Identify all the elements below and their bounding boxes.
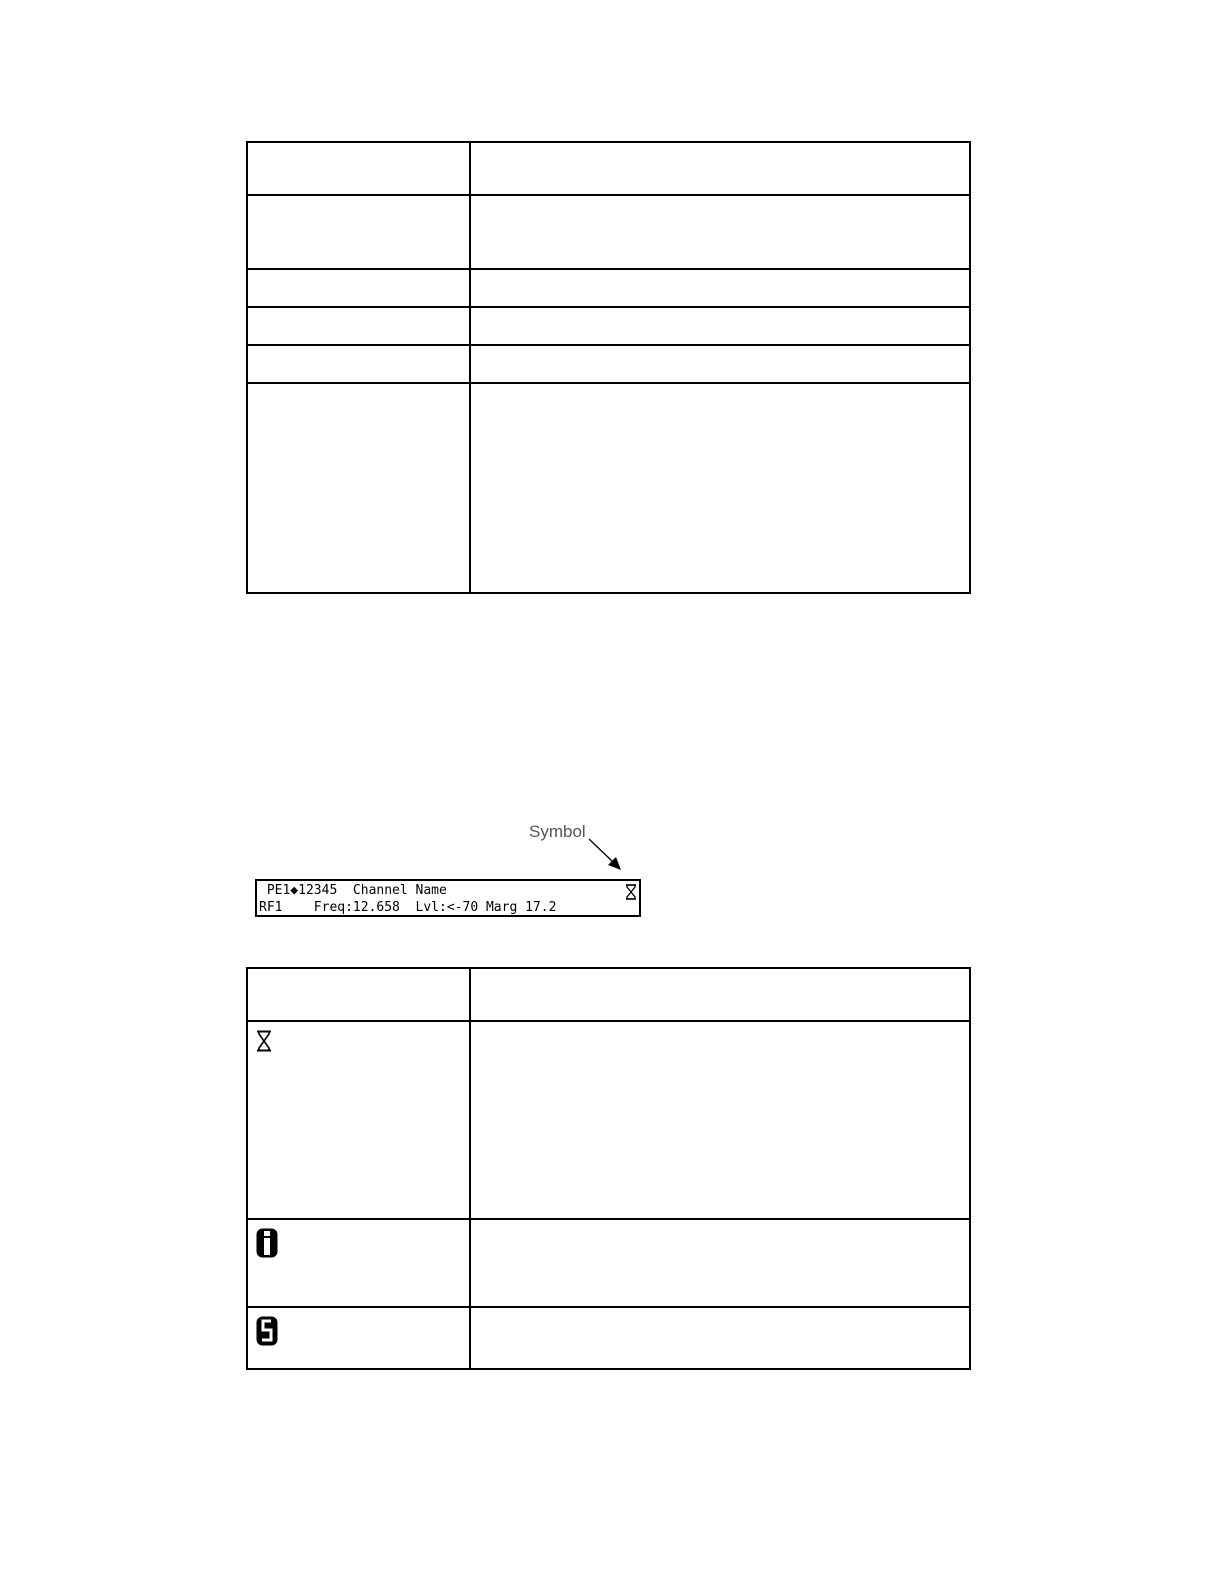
top-table-cell	[247, 345, 470, 383]
top-table-cell	[470, 195, 970, 269]
top-table-cell	[247, 307, 470, 345]
symbol-table-row	[247, 1307, 970, 1369]
top-table-row	[247, 307, 970, 345]
s-icon	[256, 1316, 278, 1346]
info-i-icon	[256, 1228, 278, 1258]
hourglass-icon	[256, 1030, 272, 1052]
top-table-cell	[247, 269, 470, 307]
symbol-table-cell	[470, 968, 970, 1021]
top-table-cell	[470, 142, 970, 195]
top-table-cell	[470, 345, 970, 383]
symbol-table-icon-cell	[247, 1219, 470, 1307]
callout-arrow-icon	[585, 836, 625, 874]
top-table-header-row	[247, 142, 970, 195]
top-table-cell	[247, 142, 470, 195]
top-table	[246, 141, 971, 594]
top-table-cell	[470, 383, 970, 593]
symbol-table-icon-cell	[247, 1021, 470, 1219]
top-table-row	[247, 195, 970, 269]
top-table-row	[247, 345, 970, 383]
lcd-line-1: PE1◆12345 Channel Name	[259, 883, 447, 898]
top-table-row	[247, 269, 970, 307]
symbol-table-icon-cell	[247, 1307, 470, 1369]
symbol-table	[246, 967, 971, 1370]
top-table-cell	[470, 269, 970, 307]
symbol-callout-label: Symbol	[529, 822, 586, 841]
symbol-table-cell	[470, 1021, 970, 1219]
top-table-row	[247, 383, 970, 593]
symbol-table-row	[247, 1021, 970, 1219]
top-table-cell	[247, 383, 470, 593]
symbol-table-cell	[470, 1219, 970, 1307]
symbol-table-cell	[470, 1307, 970, 1369]
lcd-display	[255, 879, 641, 917]
top-table-cell	[470, 307, 970, 345]
hourglass-icon	[625, 884, 637, 900]
symbol-table-cell	[247, 968, 470, 1021]
top-table-cell	[247, 195, 470, 269]
lcd-line-2: RF1 Freq:12.658 Lvl:<-70 Marg 17.2	[259, 900, 557, 915]
symbol-table-row	[247, 1219, 970, 1307]
symbol-table-header-row	[247, 968, 970, 1021]
